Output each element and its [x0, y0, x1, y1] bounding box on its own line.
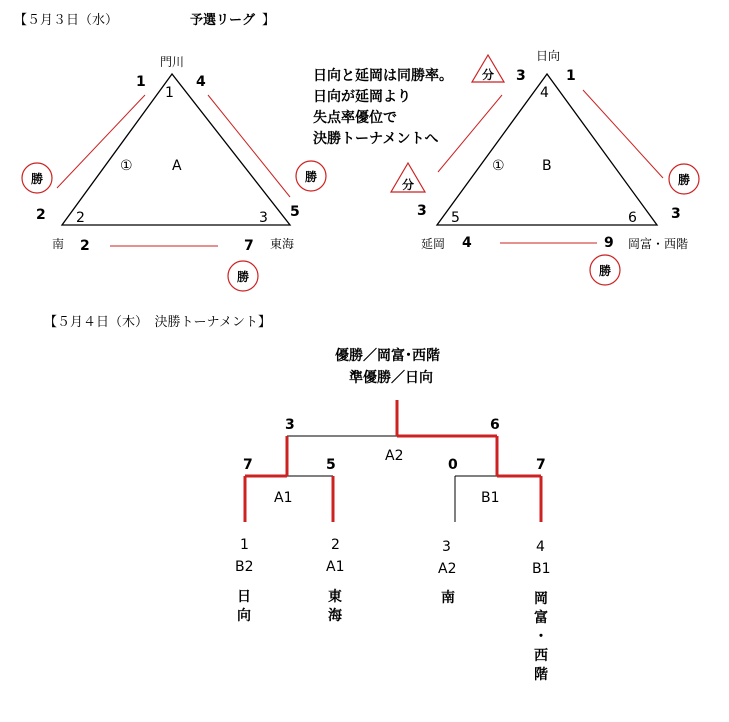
slot-2-num: 2	[331, 537, 340, 553]
slot-1-team-char-1: 日	[237, 589, 251, 605]
league-b-circle-num: ①	[492, 158, 505, 174]
tiebreak-note	[313, 67, 453, 147]
league-a-win-badge-left-text: 勝	[30, 172, 44, 186]
slot-3-team-char-1: 南	[441, 590, 455, 606]
league-b	[391, 49, 699, 285]
league-b-score-top-right: 1	[566, 68, 576, 84]
league-b-win-badge-right-text: 勝	[677, 173, 691, 187]
league-b-score-right-left: 9	[604, 235, 614, 251]
league-a-score-left-right: 2	[80, 238, 90, 254]
league-a-corner-top: 1	[165, 85, 174, 101]
league-a-corner-right: 3	[259, 210, 268, 226]
runner-up-text: 準優勝／日向	[349, 370, 433, 386]
league-b-team-right: 岡富・西階	[628, 237, 689, 251]
slot-4-num: 4	[536, 539, 545, 555]
league-a-team-top: 門川	[160, 55, 185, 69]
slot-4-team-char-3: ・	[534, 629, 548, 645]
bracket-semi-right-score-right: 7	[536, 457, 546, 473]
league-b-win-line-right	[583, 90, 663, 178]
slot-2-team-char-1: 東	[328, 589, 342, 605]
bracket-final-label: A2	[385, 448, 404, 464]
bracket-semi-right-label: B1	[481, 490, 500, 506]
slot-4-team-char-5: 階	[534, 667, 548, 683]
league-b-draw-badge-top-text: 分	[481, 68, 495, 82]
league-b-score-right-top: 3	[671, 206, 681, 222]
slot-4-team-char-2: 富	[534, 610, 548, 626]
league-a-win-line-right	[208, 95, 290, 197]
league-b-score-top-left: 3	[516, 68, 526, 84]
slot-1-team-char-2: 向	[237, 608, 251, 624]
bracket-semi-left-score-left: 7	[243, 457, 253, 473]
bracket-semi-right-score-left: 0	[448, 457, 458, 473]
league-b-corner-top: 4	[540, 85, 549, 101]
league-a-triangle	[62, 74, 290, 225]
league-b-draw-badge-left-text: 分	[401, 178, 415, 192]
league-a-team-right: 東海	[270, 237, 295, 251]
league-a-score-right-top: 5	[290, 204, 300, 220]
note-line-3: 失点率優位で	[313, 110, 397, 126]
slot-3-seed: A2	[438, 561, 457, 577]
league-a-score-top-left: 1	[136, 74, 146, 90]
league-b-corner-right: 6	[628, 210, 637, 226]
league-a-score-left-top: 2	[36, 207, 46, 223]
league-a-win-line-left	[57, 95, 145, 188]
league-a-win-badge-bottom-text: 勝	[236, 270, 250, 284]
note-line-2: 日向が延岡より	[313, 89, 411, 105]
league-a-name: A	[172, 158, 182, 174]
bracket-final-score-right: 6	[490, 417, 500, 433]
league-a-circle-num: ①	[120, 158, 133, 174]
slot-4-seed: B1	[532, 561, 551, 577]
league-b-score-left-top: 3	[417, 203, 427, 219]
league-a	[22, 55, 326, 291]
note-line-1: 日向と延岡は同勝率。	[313, 68, 453, 84]
bracket-semi-left-label: A1	[274, 490, 293, 506]
day2-title: 【５月４日（木） 決勝トーナメント】	[44, 315, 271, 330]
bracket-final-score-left: 3	[285, 417, 295, 433]
bracket	[235, 400, 551, 683]
league-b-name: B	[542, 158, 552, 174]
slot-1-num: 1	[240, 537, 249, 553]
champion-text: 優勝／岡富･西階	[335, 348, 440, 364]
league-b-team-top: 日向	[536, 49, 561, 63]
league-b-win-badge-bottom-text: 勝	[598, 264, 612, 278]
slot-3-num: 3	[442, 539, 451, 555]
league-b-team-left: 延岡	[421, 237, 446, 251]
league-a-team-left: 南	[52, 237, 65, 251]
slot-2-seed: A1	[326, 559, 345, 575]
day1-title-open: 【５月３日（水）	[14, 13, 119, 28]
note-line-4: 決勝トーナメントへ	[313, 131, 439, 147]
league-b-score-left-right: 4	[462, 235, 472, 251]
bracket-semi-left-score-right: 5	[326, 457, 336, 473]
day1-title-bold: 予選リーグ	[190, 13, 256, 28]
day1-title-close: 】	[262, 13, 276, 28]
league-b-corner-left: 5	[451, 210, 460, 226]
league-a-corner-left: 2	[76, 210, 85, 226]
league-a-score-top-right: 4	[196, 74, 206, 90]
slot-1-seed: B2	[235, 559, 254, 575]
slot-4-team-char-1: 岡	[534, 591, 548, 607]
slot-2-team-char-2: 海	[328, 608, 342, 624]
slot-4-team-char-4: 西	[534, 648, 548, 664]
league-a-score-right-left: 7	[244, 238, 254, 254]
league-a-win-badge-right-text: 勝	[304, 170, 318, 184]
